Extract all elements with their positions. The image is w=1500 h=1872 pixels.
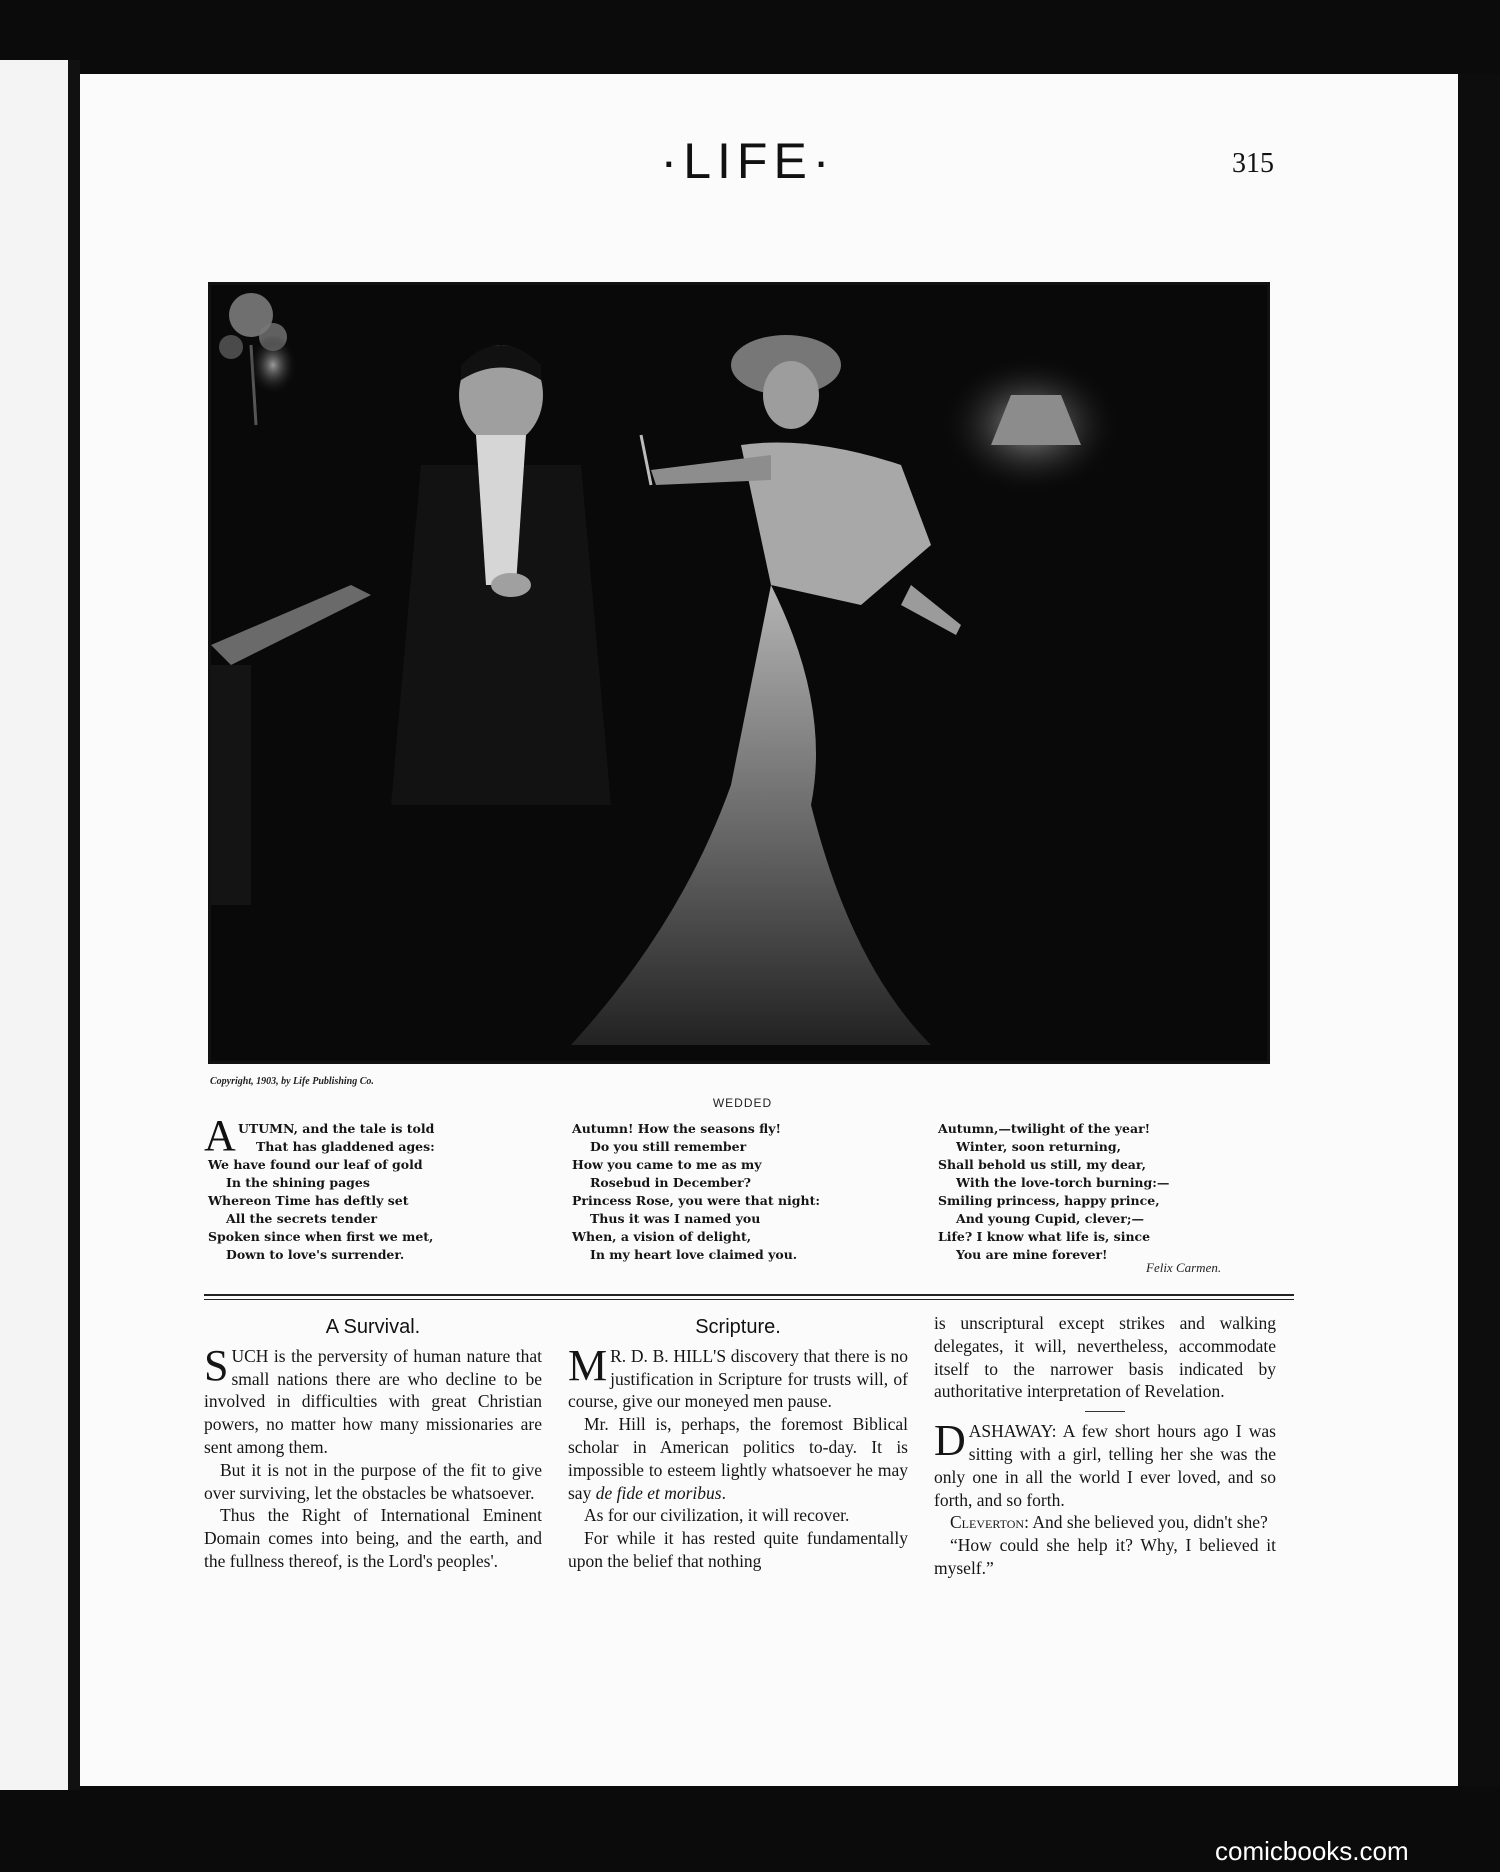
illustration-copyright: Copyright, 1903, by Life Publishing Co. (210, 1076, 374, 1087)
poem-line: When, a vision of delight, (572, 1229, 752, 1244)
poem-line: Thus it was I named you (590, 1211, 761, 1226)
page-number: 315 (1232, 148, 1274, 179)
article-paragraph (934, 1511, 1276, 1534)
article-paragraph: For while it has rested quite fundamentally upon the belief that nothing (568, 1528, 908, 1571)
speaker-name: Cleverton (950, 1512, 1025, 1533)
poem-line: We have found our leaf of gold (208, 1157, 423, 1172)
article-title: Scripture. (695, 1316, 781, 1338)
section-divider (204, 1294, 1294, 1296)
poem-line: You are mine forever! (956, 1247, 1108, 1262)
poem-line: Do you still remember (590, 1139, 747, 1154)
small-divider (1085, 1411, 1125, 1412)
poem-line: Princess Rose, you were that night: (572, 1193, 821, 1208)
article-paragraph: “How could she help it? Why, I believed it myself.” (934, 1535, 1276, 1578)
poem-line: How you came to me as my (572, 1157, 762, 1172)
poem-line: Spoken since when first we met, (208, 1229, 434, 1244)
poem-stanza-1 (208, 1120, 435, 1264)
poem-line: Rosebud in December? (590, 1175, 752, 1190)
latin-phrase: de fide et moribus (595, 1482, 722, 1503)
drop-cap: S (204, 1340, 229, 1390)
article-paragraph: But it is not in the purpose of the fit to give over surviving, let the obstacles be whatsoever. (204, 1459, 542, 1503)
poem-line: Smiling princess, happy prince, (938, 1193, 1160, 1208)
poem-line: With the love-torch burning:— (956, 1175, 1170, 1190)
article-paragraph: As for our civilization, it will recover. (584, 1505, 850, 1526)
illustration-drawing (211, 285, 1267, 1061)
right-margin (1458, 74, 1500, 1786)
article-paragraph: UCH is the perversity of human nature that small nations there are who decline to be involved in difficulties with great Christian powers, no matter how many missionaries are sent among them. (204, 1345, 542, 1457)
poem-line: Whereon Time has deftly set (208, 1193, 409, 1208)
poem-line: Autumn! How the seasons fly! (572, 1121, 782, 1136)
article-title: A Survival. (325, 1316, 421, 1338)
poem-stanza-3 (938, 1120, 1169, 1264)
poem-line: Life? I know what life is, since (938, 1229, 1151, 1244)
illustration-wedded (208, 282, 1270, 1064)
paragraph-text: Mr. Hill is, perhaps, the foremost Biblical scholar in American politics to-day. It is impossible to esteem lightly whatsoever he may say (568, 1414, 908, 1503)
poem-line: Down to love's surrender. (226, 1247, 405, 1262)
drop-cap: M (568, 1340, 608, 1390)
article-a-survival (204, 1316, 542, 1573)
poem-line: And young Cupid, clever;— (956, 1211, 1144, 1226)
poem-line: In the shining pages (226, 1175, 370, 1190)
article-paragraph (568, 1413, 908, 1504)
section-divider-thin (204, 1299, 1294, 1300)
watermark: comicbooks.com (1215, 1836, 1409, 1866)
dialogue-text: : And she believed you, didn't she? (1024, 1512, 1268, 1533)
article-dashaway (934, 1312, 1276, 1580)
poem-line: Winter, soon returning, (956, 1139, 1121, 1154)
poem-signature: Felix Carmen. (1146, 1260, 1222, 1275)
article-scripture (568, 1316, 908, 1573)
poem-stanza-2 (572, 1120, 820, 1264)
poem-line: Autumn,—twilight of the year! (938, 1121, 1151, 1136)
poem-line: UTUMN, and the tale is told (238, 1121, 435, 1136)
page-gutter (68, 60, 80, 1790)
poem-line: In my heart love claimed you. (590, 1247, 798, 1262)
article-paragraph: is unscriptural except strikes and walking delegates, it will, nevertheless, accommodate itself to the narrower basis indicated by authoritative interpretation of Revelation. (934, 1313, 1276, 1402)
article-paragraph: Thus the Right of International Eminent Domain comes into being, and the earth, and the fullness thereof, is the Lord's peoples'. (204, 1505, 542, 1571)
poem-dropcap: A (204, 1111, 236, 1160)
poem-title: WEDDED (712, 1096, 773, 1110)
poem-line: That has gladdened ages: (256, 1139, 435, 1154)
paragraph-end: . (721, 1482, 726, 1503)
drop-cap: D (934, 1416, 966, 1466)
article-paragraph: R. D. B. HILL'S discovery that there is no justification in Scripture for trusts will, of course, give our moneyed men pause. (568, 1345, 908, 1412)
left-page-edge (0, 60, 68, 1790)
article-paragraph: ASHAWAY: A few short hours ago I was sitting with a girl, telling her she was the only one in all the world I ever loved, and so forth, and so forth. (934, 1421, 1276, 1510)
poem-line: All the secrets tender (226, 1211, 378, 1226)
masthead: ·LIFE· (660, 133, 836, 189)
poem-line: Shall behold us still, my dear, (938, 1157, 1146, 1172)
